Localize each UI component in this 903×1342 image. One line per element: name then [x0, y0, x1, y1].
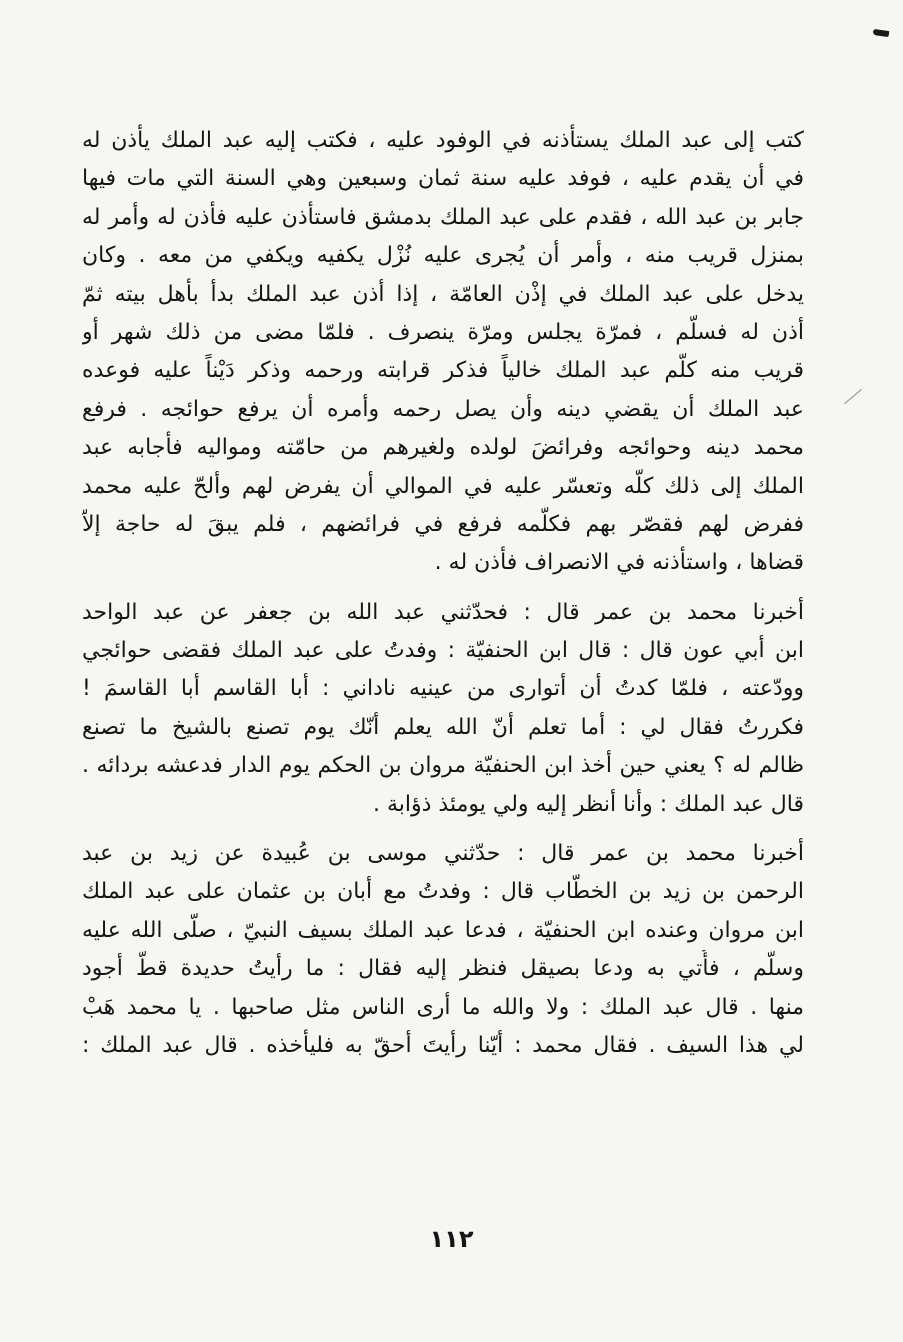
- text-line: يدخل على عبد الملك في إذْن العامّة ، إذا أذن عبد الملك بدأ بأهل بيته ثمّ: [82, 281, 804, 307]
- text-line: قضاها ، واستأذنه في الانصراف فأذن له .: [434, 550, 804, 576]
- scan-scratch: [844, 389, 861, 404]
- text-line: أخبرنا محمد بن عمر قال : حدّثني موسى بن عُبيدة عن زيد بن عبد: [82, 841, 804, 867]
- text-line: الرحمن بن زيد بن الخطّاب قال : وفدتُ مع أبان بن عثمان على عبد الملك: [82, 879, 804, 905]
- text-line: ابن أبي عون قال : قال ابن الحنفيّة : وفدتُ على عبد الملك فقضى حوائجي: [82, 638, 804, 664]
- scan-speck: [873, 29, 890, 37]
- text-line: عبد الملك أن يقضي دينه وأن يصل رحمه وأمره أن يرفع حوائجه . فرفع: [82, 396, 804, 422]
- text-line: ففرض لهم فقصّر بهم فكلّمه فرفع في فرائضهم ، فلم يبقَ له حاجة إلاّ: [82, 511, 804, 537]
- text-line: منها . قال عبد الملك : ولا والله ما أرى الناس مثل صاحبها . يا محمد هَبْ: [82, 994, 804, 1020]
- text-line: في أن يقدم عليه ، فوفد عليه سنة ثمان وسبعين وهي السنة التي مات فيها: [82, 166, 804, 192]
- text-line: ظالم له ؟ يعني حين أخذ ابن الحنفيّة مروان بن الحكم يوم الدار فدعشه بردائه .: [82, 753, 804, 779]
- text-line: جابر بن عبد الله ، فقدم على عبد الملك بدمشق فاستأذن عليه فأذن له وأمر له: [82, 204, 804, 230]
- text-line: بمنزل قريب منه ، وأمر أن يُجرى عليه نُزْل يكفيه ويكفي من معه . وكان: [82, 243, 804, 269]
- text-line: فكررتُ فقال لي : أما تعلم أنّ الله يعلم أنّك يوم تصنع بالشيخ ما تصنع: [82, 714, 804, 740]
- text-line: قال عبد الملك : وأنا أنظر إليه ولي يومئذ ذؤابة .: [372, 791, 804, 817]
- page-text: [82, 122, 804, 1065]
- text-line: كتب إلى عبد الملك يستأذنه في الوفود عليه ، فكتب إليه عبد الملك يأذن له: [82, 128, 804, 153]
- text-line: لي هذا السيف . فقال محمد : أيّنا رأيتَ أحقّ به فليأخذه . قال عبد الملك :: [82, 1032, 804, 1058]
- page-number: ١١٢: [429, 1225, 474, 1253]
- text-line: أخبرنا محمد بن عمر قال : فحدّثني عبد الله بن جعفر عن عبد الواحد: [82, 599, 804, 625]
- text-line: وسلّم ، فأُتي به ودعا بصيقل فنظر إليه فقال : ما رأيتُ حديدة قطّ أجود: [82, 956, 804, 982]
- text-line: وودّعته ، فلمّا كدتُ أن أتوارى من عينيه ناداني : أبا القاسم أبا القاسمَ !: [82, 676, 804, 702]
- text-line: محمد دينه وحوائجه وفرائضَ لولده ولغيرهم من حامّته ومواليه فأجابه عبد: [82, 435, 804, 461]
- text-line: ابن مروان وعنده ابن الحنفيّة ، فدعا عبد الملك بسيف النبيّ ، صلّى الله عليه: [82, 917, 804, 943]
- paragraph-1: [82, 122, 804, 583]
- text-line: الملك إلى ذلك كلّه وتعسّر عليه في الموالي أن يفرض لهم وألحّ عليه محمد: [82, 473, 804, 499]
- paragraph-3: [82, 835, 804, 1065]
- paragraph-2: [82, 594, 804, 824]
- text-line: أذن له فسلّم ، فمرّة يجلس ومرّة ينصرف . فلمّا مضى من ذلك شهر أو: [82, 319, 804, 345]
- text-line: قريب منه كلّم عبد الملك خالياً فذكر قرابته ورحمه وذكر دَيْناً عليه فوعده: [82, 358, 804, 384]
